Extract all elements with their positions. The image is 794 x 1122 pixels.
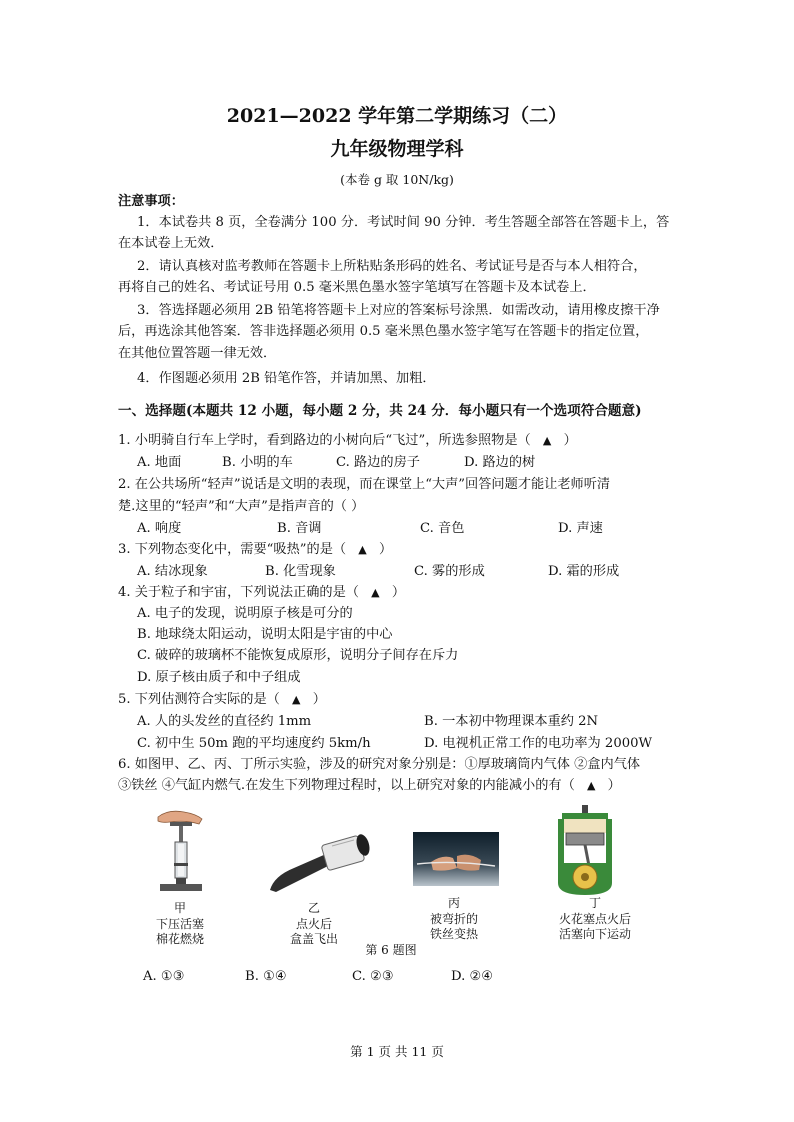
- option-2a: A. 响度: [137, 521, 182, 536]
- question-3-stem: 3. 下列物态变化中，需要“吸热”的是（: [118, 542, 347, 557]
- option-3b: B. 化雪现象: [265, 564, 336, 579]
- option-2d: D. 声速: [558, 521, 603, 536]
- notice-item-2-line-2: 再将自己的姓名、考试证号用 0.5 毫米黑色墨水签字笔填写在答题卡及本试卷上．: [118, 280, 596, 295]
- option-1d: D. 路边的树: [464, 455, 536, 470]
- option-5a: A. 人的头发丝的直径约 1mm: [137, 714, 312, 729]
- figure-ding-label: 丁: [588, 896, 601, 910]
- question-6-close: ）: [607, 778, 621, 793]
- answer-marker-triangle-icon: ▲: [358, 543, 367, 556]
- question-1-close: ）: [563, 433, 577, 448]
- bending-wire-figure: [413, 832, 499, 886]
- question-4-stem: 4. 关于粒子和宇宙，下列说法正确的是（: [118, 585, 359, 600]
- answer-marker-triangle-icon: ▲: [586, 779, 596, 792]
- notice-item-3-line-1: 3．答选择题必须用 2B 铅笔将答题卡上对应的答案标号涂黑．如需改动，请用橡皮擦干净: [137, 303, 660, 318]
- question-5: [118, 690, 326, 710]
- option-4d: D. 原子核由质子和中子组成: [137, 670, 301, 685]
- figure-ding-caption-line-1: 火花塞点火后: [558, 911, 631, 926]
- figure-jia-caption-line-1: 下压活塞: [155, 916, 204, 931]
- option-3a: A. 结冰现象: [137, 564, 208, 579]
- exam-title: 2021—2022 学年第二学期练习（二）: [226, 105, 568, 127]
- notice-item-4: 4．作图题必须用 2B 铅笔作答，并请加黑、加粗．: [137, 371, 436, 386]
- figure-caption: 第 6 题图: [365, 943, 417, 957]
- option-6d: D. ②④: [451, 969, 494, 984]
- option-2b: B. 音调: [277, 521, 322, 536]
- figure-ding-caption-line-2: 活塞向下运动: [558, 927, 631, 941]
- question-2-stem-line-1: 2. 在公共场所“轻声”说话是文明的表现，而在课堂上“大声”回答问题才能让老师听清: [118, 477, 611, 492]
- spark-box-figure: [264, 832, 376, 896]
- question-6-stem-line-1: 6. 如图甲、乙、丙、丁所示实验，涉及的研究对象分别是：①厚玻璃筒内气体 ②盒内气体: [118, 757, 641, 772]
- option-5d: D. 电视机正常工作的电功率为 2000W: [424, 736, 653, 751]
- option-4c: C. 破碎的玻璃杯不能恢复成原形，说明分子间存在斥力: [137, 648, 459, 663]
- option-3d: D. 霜的形成: [548, 564, 620, 579]
- answer-marker-triangle-icon: ▲: [292, 693, 301, 706]
- figure-yi-caption-line-2: 盒盖飞出: [289, 932, 338, 946]
- option-5b: B. 一本初中物理课本重约 2N: [424, 714, 599, 729]
- notice-item-2-line-1: 2．请认真核对监考教师在答题卡上所粘贴条形码的姓名、考试证号是否与本人相符合，: [137, 259, 647, 274]
- option-1b: B. 小明的车: [222, 455, 293, 470]
- figure-bing-label: 丙: [447, 896, 460, 910]
- option-1a: A. 地面: [137, 455, 182, 470]
- notice-item-3-line-3: 在其他位置答题一律无效．: [118, 346, 277, 361]
- notice-heading: 注意事项：: [118, 194, 184, 209]
- option-1c: C. 路边的房子: [336, 455, 420, 470]
- figure-bing-caption-line-1: 被弯折的: [429, 911, 478, 926]
- question-4-close: ）: [391, 585, 406, 600]
- section-1-heading: 一、选择题(本题共 12 小题，每小题 2 分，共 24 分．每小题只有一个选项符合题意): [118, 403, 642, 419]
- option-3c: C. 雾的形成: [414, 564, 485, 579]
- question-3: [118, 540, 392, 560]
- question-1: [118, 431, 577, 451]
- answer-marker-triangle-icon: ▲: [542, 434, 552, 447]
- answer-marker-triangle-icon: ▲: [371, 586, 380, 599]
- option-6a: A. ①③: [143, 969, 185, 984]
- question-5-close: ）: [312, 692, 326, 707]
- notice-item-1-line-1: 1．本试卷共 8 页，全卷满分 100 分．考试时间 90 分钟．考生答题全部答在答题卡上，答: [137, 215, 670, 230]
- figure-jia-label: 甲: [173, 901, 186, 915]
- question-6-stem: ③铁丝 ④气缸内燃气.在发生下列物理过程时，以上研究对象的内能减小的有（: [118, 778, 575, 793]
- exam-subject: 九年级物理学科: [330, 138, 464, 160]
- option-6c: C. ②③: [352, 969, 394, 984]
- option-4b: B. 地球绕太阳运动，说明太阳是宇宙的中心: [137, 627, 393, 642]
- page-footer: 第 1 页 共 11 页: [350, 1044, 444, 1059]
- figure-jia-caption-line-2: 棉花燃烧: [155, 932, 204, 946]
- figure-bing-caption-line-2: 铁丝变热: [429, 927, 478, 941]
- exam-note: (本卷 g 取 10N/kg): [340, 172, 454, 187]
- question-4: [118, 583, 405, 603]
- option-4a: A. 电子的发现，说明原子核是可分的: [137, 606, 353, 621]
- engine-cylinder-figure: [552, 805, 618, 897]
- figure-yi-label: 乙: [307, 901, 320, 915]
- option-2c: C. 音色: [420, 521, 465, 536]
- option-6b: B. ①④: [245, 969, 287, 984]
- option-5c: C. 初中生 50m 跑的平均速度约 5km/h: [137, 736, 371, 751]
- question-3-close: ）: [378, 542, 393, 557]
- question-5-stem: 5. 下列估测符合实际的是（: [118, 692, 280, 707]
- figure-yi-caption-line-1: 点火后: [295, 916, 332, 931]
- notice-item-3-line-2: 后，再选涂其他答案．答非选择题必须用 0.5 毫米黑色墨水签字笔写在答题卡的指定位置，: [118, 324, 649, 339]
- fire-syringe-figure: [150, 803, 212, 895]
- question-1-stem: 1. 小明骑自行车上学时，看到路边的小树向后“飞过”，所选参照物是（: [118, 433, 531, 448]
- question-2-stem-line-2: 楚.这里的“轻声”和“大声”是指声音的（ ）: [118, 499, 365, 514]
- question-6-stem-line-2: [118, 776, 621, 796]
- notice-item-1-line-2: 在本试卷上无效．: [118, 236, 224, 251]
